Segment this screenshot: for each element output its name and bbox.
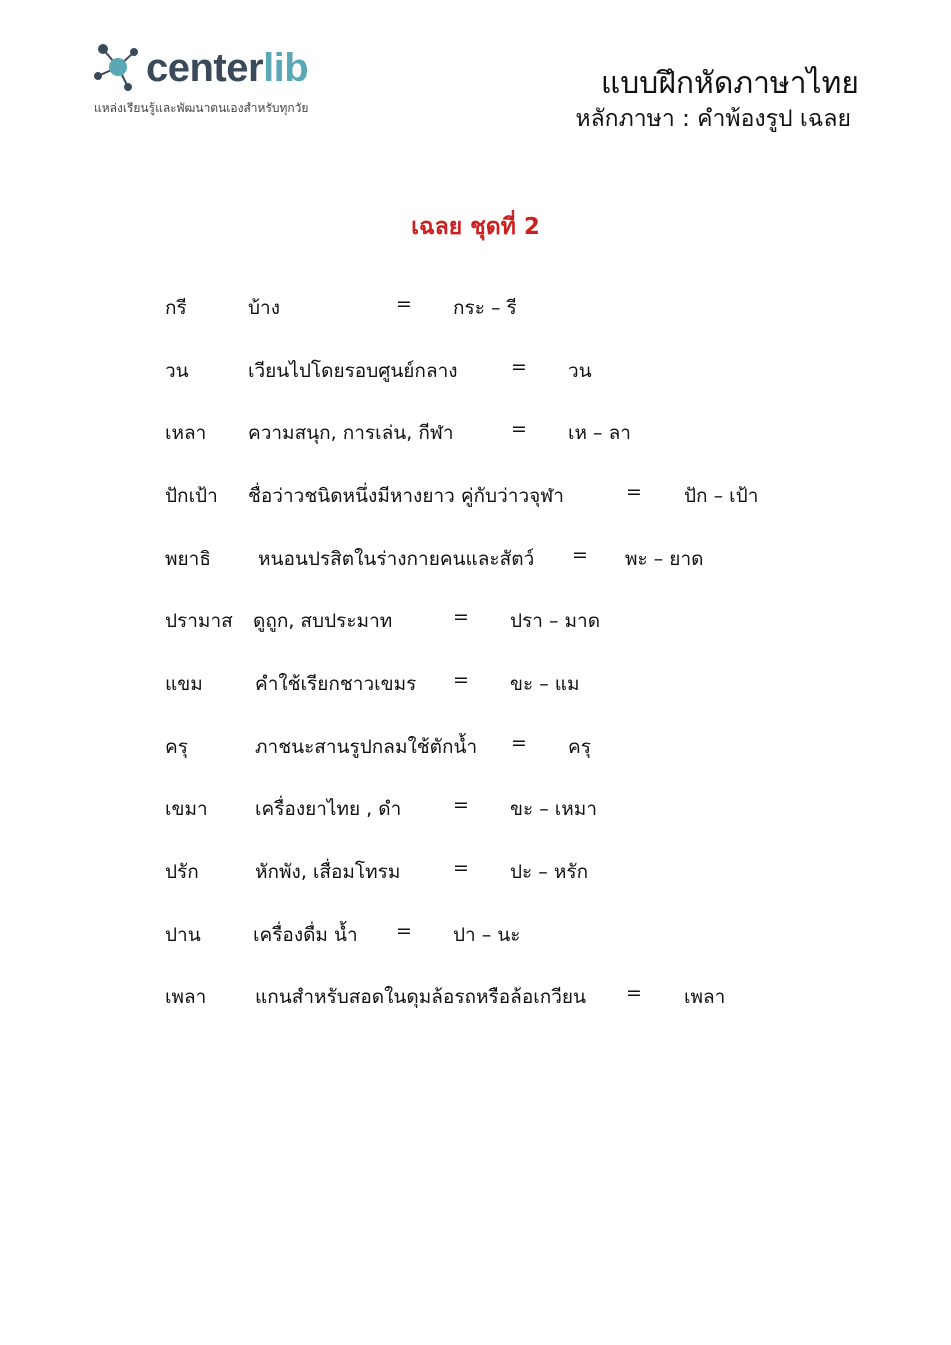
entry-meaning: เครื่องดื่ม น้ำ	[253, 924, 358, 946]
page-subtitle: หลักภาษา : คำพ้องรูป เฉลย	[575, 106, 851, 132]
entry-meaning: เวียนไปโดยรอบศูนย์กลาง	[248, 360, 458, 382]
entry-equals: =	[572, 544, 588, 566]
molecule-logo-icon	[92, 40, 146, 94]
entry-equals: =	[626, 481, 642, 503]
centerlib-logo	[92, 40, 352, 120]
entry-word: พยาธิ	[165, 548, 211, 570]
entry-meaning: หักพัง, เสื่อมโทรม	[255, 861, 401, 883]
entry-meaning: บ้าง	[248, 297, 281, 319]
entry-meaning: ภาชนะสานรูปกลมใช้ตักน้ำ	[255, 736, 478, 758]
entry-reading: วน	[568, 360, 592, 382]
entry-equals: =	[453, 857, 469, 879]
entry-word: ครุ	[165, 736, 188, 758]
entry-meaning: คำใช้เรียกชาวเขมร	[255, 673, 417, 695]
entry-word: กรี	[165, 297, 187, 319]
entry-word: แขม	[165, 673, 203, 695]
entry-reading: พะ – ยาด	[625, 548, 704, 570]
entry-equals: =	[453, 606, 469, 628]
entry-equals: =	[511, 356, 527, 378]
entry-word: เหลา	[165, 422, 207, 444]
entry-reading: ขะ – แม	[510, 673, 580, 695]
entry-reading: เพลา	[684, 986, 726, 1008]
entry-word: ปรัก	[165, 861, 199, 883]
logo-brand-lib: lib	[263, 46, 309, 90]
entry-reading: ครุ	[568, 736, 591, 758]
entry-equals: =	[511, 732, 527, 754]
entry-word: เขมา	[165, 798, 208, 820]
entry-meaning: ดูถูก, สบประมาท	[253, 610, 393, 632]
entry-reading: ปรา – มาด	[510, 610, 601, 632]
entry-equals: =	[453, 794, 469, 816]
entry-equals: =	[396, 293, 412, 315]
entry-equals: =	[453, 669, 469, 691]
entry-meaning: แกนสำหรับสอดในดุมล้อรถหรือล้อเกวียน	[255, 986, 587, 1008]
page-title: แบบฝึกหัดภาษาไทย	[600, 66, 859, 101]
section-title: เฉลย ชุดที่ 2	[411, 214, 540, 240]
logo-brand-center: center	[146, 46, 264, 90]
entry-word: วน	[165, 360, 189, 382]
entry-reading: ปะ – หรัก	[510, 861, 589, 883]
logo-wordmark	[146, 48, 308, 88]
entry-meaning: หนอนปรสิตในร่างกายคนและสัตว์	[258, 548, 535, 570]
entry-word: ปักเป้า	[165, 485, 218, 507]
entry-reading: ปัก – เป้า	[684, 485, 759, 507]
entry-reading: ปา – นะ	[453, 924, 521, 946]
entry-word: ปรามาส	[165, 610, 233, 632]
entry-meaning: ชื่อว่าวชนิดหนึ่งมีหางยาว คู่กับว่าวจุฬา	[248, 485, 564, 507]
entry-equals: =	[396, 920, 412, 942]
entry-equals: =	[626, 982, 642, 1004]
entry-reading: ขะ – เหมา	[510, 798, 597, 820]
entry-reading: เห – ลา	[568, 422, 631, 444]
entry-reading: กระ – รี	[453, 297, 517, 319]
entry-word: ปาน	[165, 924, 201, 946]
entry-equals: =	[511, 418, 527, 440]
entry-word: เพลา	[165, 986, 207, 1008]
entry-meaning: ความสนุก, การเล่น, กีฬา	[248, 422, 454, 444]
entry-meaning: เครื่องยาไทย , ดำ	[255, 798, 402, 820]
logo-tagline: แหล่งเรียนรู้และพัฒนาตนเองสำหรับทุกวัย	[94, 101, 309, 115]
